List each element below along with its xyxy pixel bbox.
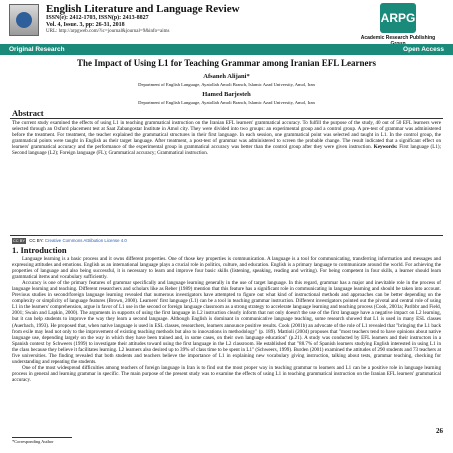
author-name-2: Hamed Barjesteh: [202, 91, 251, 98]
article-type-banner: [0, 44, 453, 55]
journal-info: [46, 3, 366, 35]
publisher-logo-icon: ARPG: [380, 3, 416, 33]
author-affiliation-2: Department of English Language, Ayatollah Amoli Branch, Islamic Azad University, Amol, Iran: [138, 100, 315, 105]
journal-title: English Literature and Language Review: [46, 3, 240, 15]
abstract-heading: Abstract: [12, 108, 44, 118]
journal-logo-icon: [9, 4, 39, 36]
license-prefix: CC BY:: [29, 238, 44, 243]
abstract-body: [12, 120, 441, 202]
publisher-block: [353, 3, 443, 47]
cc-license-icon: CC BY: [12, 237, 26, 243]
footnote-rule: [12, 437, 72, 438]
abstract-bottom-rule: [10, 235, 443, 236]
abstract-top-rule: [10, 118, 443, 119]
page-number: 26: [436, 427, 443, 435]
license-line: [12, 237, 127, 244]
introduction-body: [12, 256, 441, 436]
license-link[interactable]: Creative Commons Attribution License 4.0: [44, 238, 127, 243]
keywords-text: First language (L1); Second language (L2); Foreign language (FL); Grammatical accuracy; Grammatical instruction.: [12, 144, 441, 157]
author-name-1: Afsaneh Alijani*: [203, 73, 250, 80]
publisher-name: Academic Research Publishing: [360, 35, 436, 41]
author-affiliation-1: Department of English Language, Ayatollah Amoli Branch, Islamic Azad University, Amol, Iran: [138, 82, 315, 87]
intro-paragraph-2: Accuracy is one of the primary features of grammar specifically and language learning generally in the use of target language. In this regard, grammar has a major and inevitable role in the process of language learning and teaching. Different researchers and scholars like as Reber (1989) mention that this feature has a significant role in communicating in language learning and should be taken into account. Previous studies in second/foreign language learning revealed that numerous investigators have attempted to figure out what kind of instructional methods and approaches can be better depending on the complexity or simplicity of language features (Brown, 2000). Learners' first language (L1) can be a tool in teaching grammar instruction. Different investigators pointed out the pivotal and central role of using L1 in the learners' comprehension, argue in favor of L1 use in the second or foreign language classroom as a strong strategy to accelerate language learning and teaching process (Cook, 2001a; Paribbr and Field, 2001; Swain and Lapkin, 2000). The arguments in supports of using the first language in L2 instruction clearly inform that not only doesn't the use of the first language have a negative impact on L2 learning, but it can help students to improve the way they learn a second language. Although English is dominant in communicative language teaching, some research showed that L1 is used in many ESL classes (Auerbach, 1993). He proposed that, when native language is used in ESL classes, researchers, learners announce positive results. Cook (2001b) an advocate of the role of L1 revealed that "bringing the L1 back from exile may lead not only to the improvement of existing teaching methods but also to innovations in methodology" (p. 189). Mattioli (2004) proposes that "most teachers tend to have opinions about native language use, depending largely on the way in which they have been trained and, in some cases, on their own language education" (p.21). A study was conducted by EFL learners and their instructors in a Spanish context by Schweers (1999) to investigate their attitudes toward using the first language in the L2 classroom. He established that "88.7% of Spanish learners studying English interested in using L1 in the class because they believe it facilitates learning. L2 learners also desired up to 39% of class time to be spent in L1" (Schweers, 1999). Burden (2001) examined the attitudes of 290 students and 73 teachers at five universities. The finding revealed that both students and teachers believe the importance of L1 in explaining new vocabulary giving instruction, talking about tests, grammar teaching, checking for understanding and repeating the students.: [12, 280, 441, 365]
intro-paragraph-1: Language learning is a basic process and it owns different properties. One of those key properties is communication. A language is a tool for communicating, transferring information and messages and expressing attitudes and emotions. English as an international language plays a crucial role in politics, culture, and education. English is a primary language to communicate around the world. For achieving the properties of language and also being successful, it is necessary to learn and improve four basic skills (listening, speaking, reading and writing). For being competent in four skills, a learner should learn grammatical items and vocabulary sufficiently.: [12, 256, 441, 281]
journal-issn: ISSN(e): 2412-1703, ISSN(p): 2413-8827: [46, 15, 149, 21]
article-type-label: Original Research: [9, 45, 65, 53]
corresponding-author-footnote: *Corresponding Author: [12, 439, 54, 444]
journal-volume: Vol. 4, Issue. 3, pp: 26-31, 2018: [46, 22, 125, 28]
introduction-heading: 1. Introduction: [12, 245, 67, 255]
journal-url[interactable]: URL: http://arpgweb.com/?ic=journal&journal=9&info=aims: [46, 29, 170, 34]
paper-title: The Impact of Using L1 for Teaching Grammar among Iranian EFL Learners: [77, 58, 376, 68]
intro-paragraph-3: One of the most widespread difficulties among teachers of foreign language in Iran is to find out the most proper way in teaching grammar to learners and L1 can be a positive role in language learning process in general and learning grammar in specific. The main purpose of the present study was to examine the effects of using L1 in teaching grammatical instruction on the Iranian EFL learners' grammatical accuracy.: [12, 364, 441, 383]
access-type-label: Open Access: [403, 45, 444, 53]
keywords-label: Keywords:: [373, 144, 398, 151]
abstract-text: The current study examined the effects of using L1 in teaching grammatical instruction on the Iranian EFL learners' grammatical accuracy. To fulfill the purpose of the study, 40 out of 50 EFL learners were selected through an Oxford placement test at Saat Zabangostar Institute in Amol city. They were divided into two groups: an experimental group and a control group. A pre-test of grammar was administered before the treatment. For treatment, the teacher explained the grammatical structures in their first language. In each session, one grammatical point was selected and taught in L1. In the control group, the grammatical points were taught in English as their target language. After treatment, a post-test of grammar was administered to screen the probable change. The result indicated that a significant effect on learners' grammatical accuracy and the performance of the experimental group in grammatical accuracy was better than the control group after they were given instruction.: [12, 120, 441, 151]
